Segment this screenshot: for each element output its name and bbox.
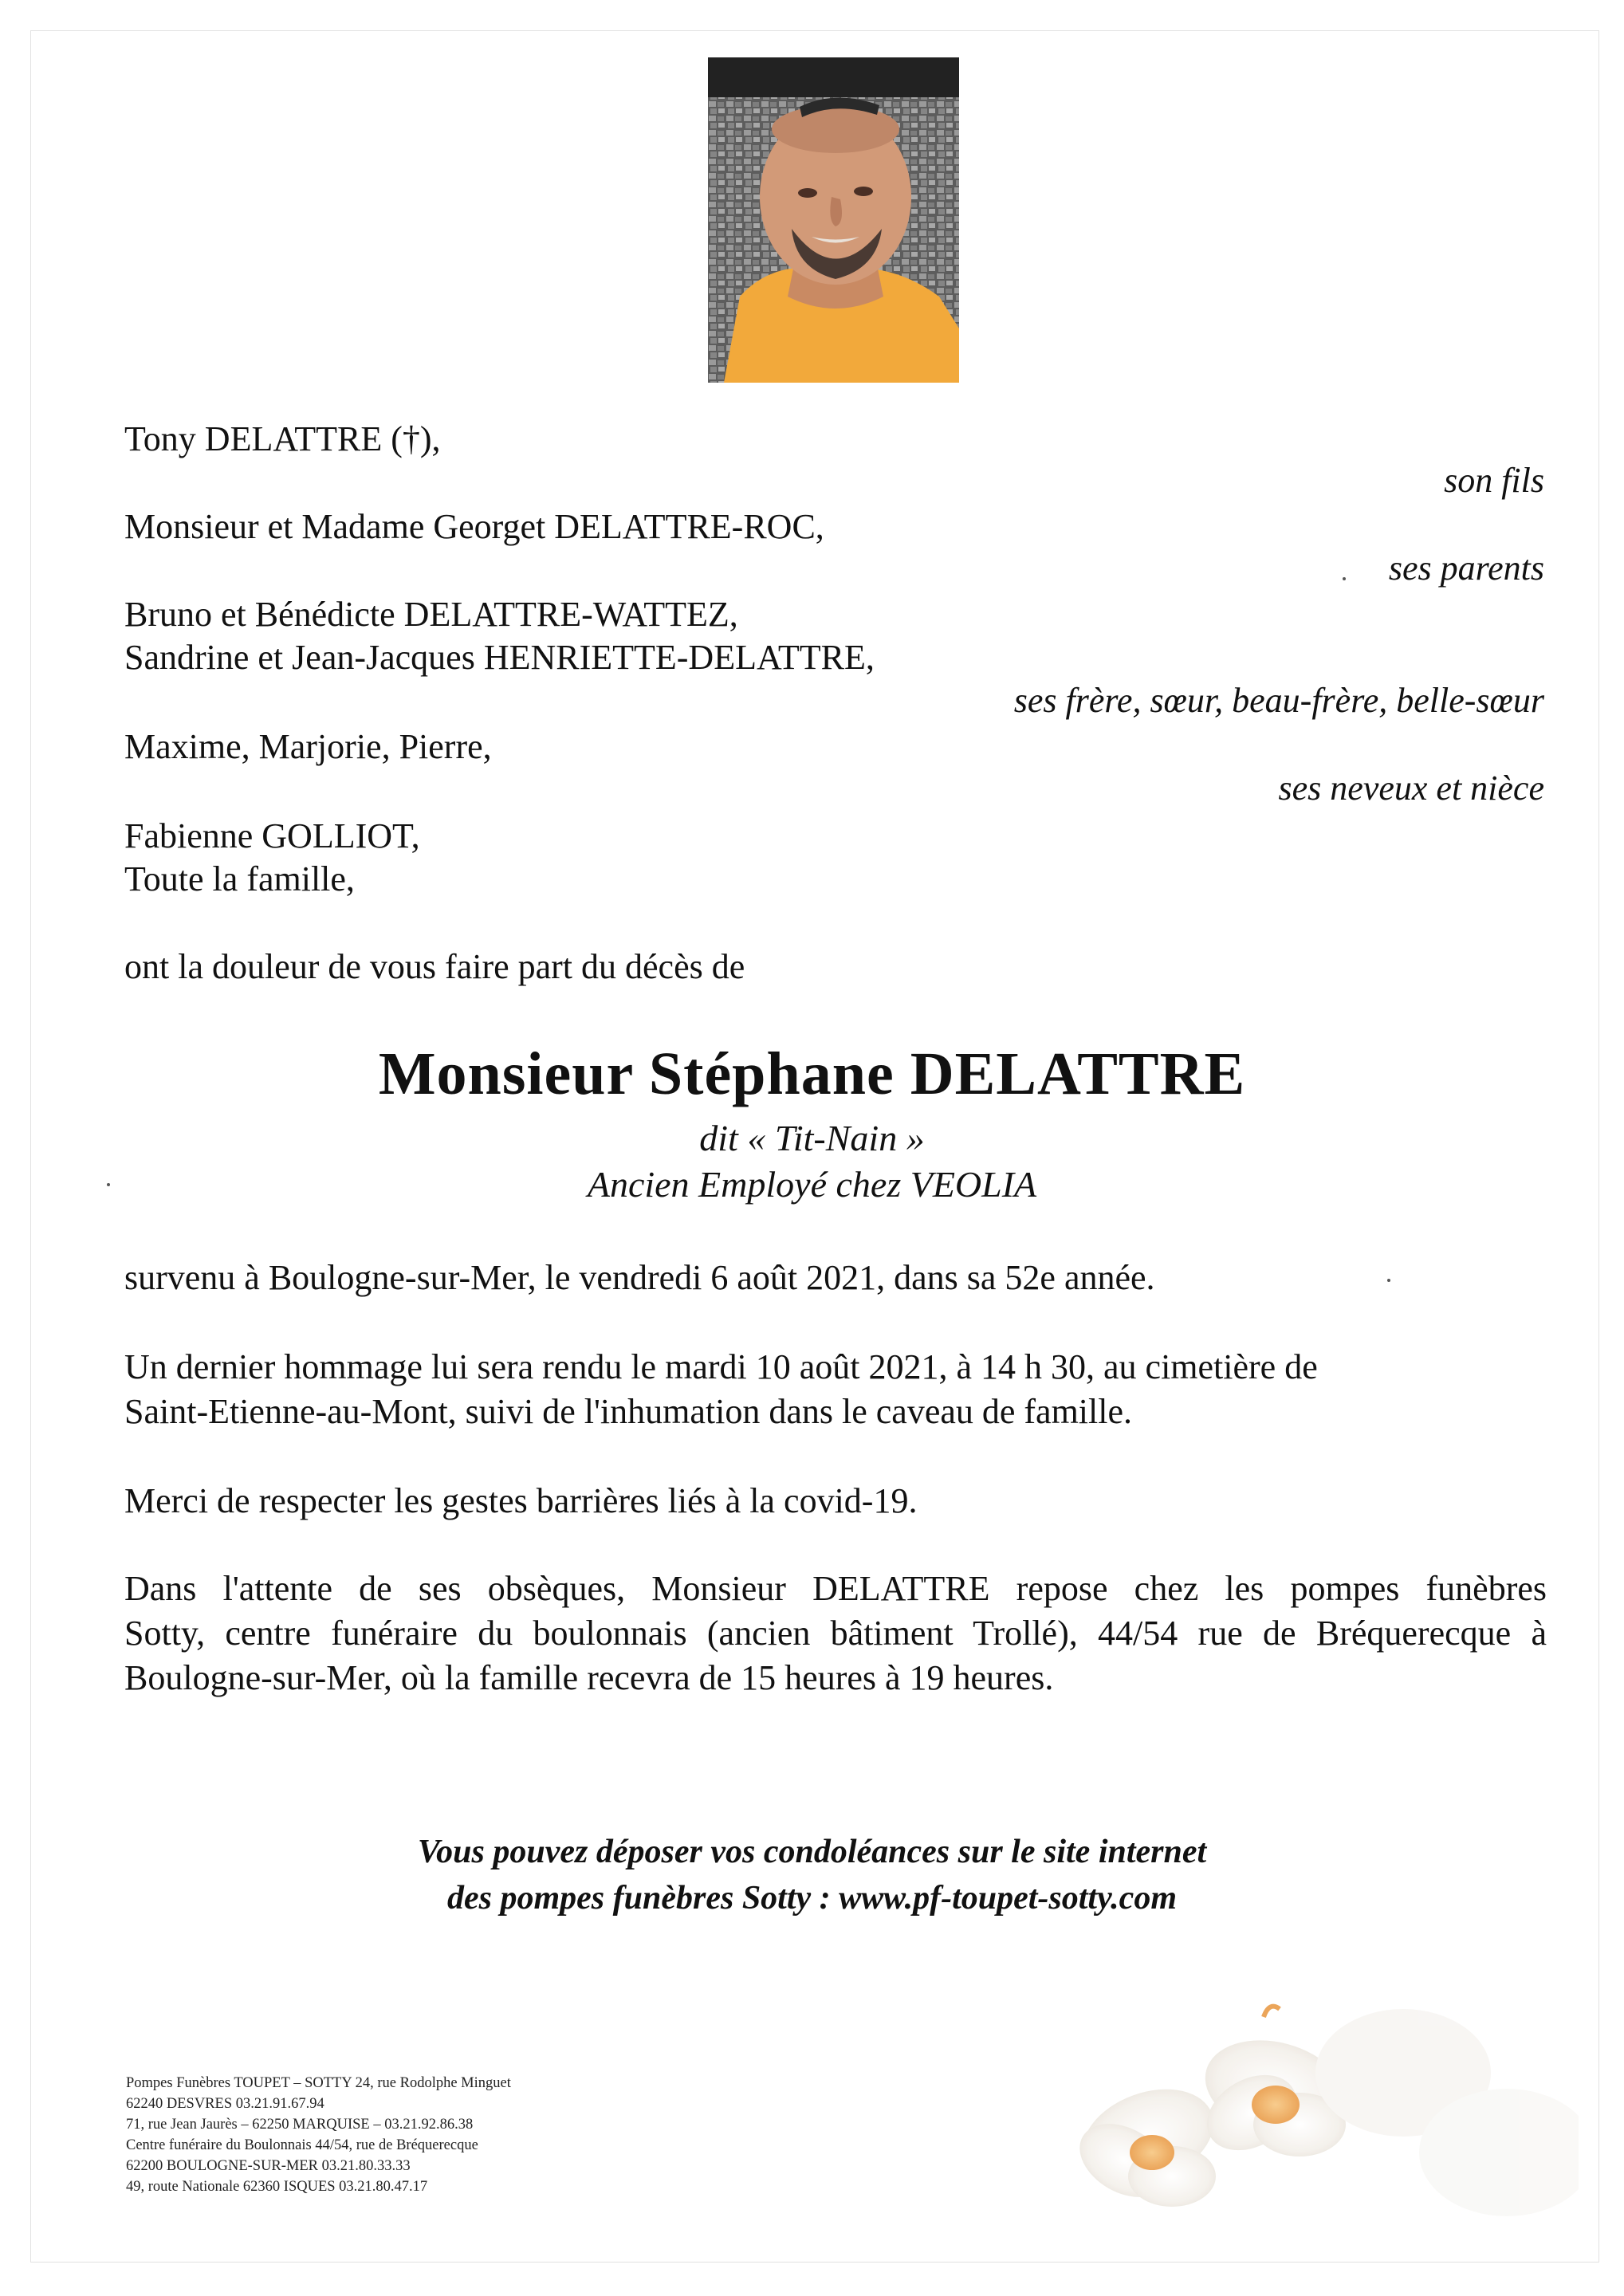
footer-line: 49, route Nationale 62360 ISQUES 03.21.80.47.17 xyxy=(126,2179,428,2195)
hommage-line-2: Saint-Etienne-au-Mont, suivi de l'inhumation dans le caveau de famille. xyxy=(124,1392,1133,1431)
role-parents: ses parents xyxy=(1388,548,1544,588)
scan-speck xyxy=(1343,577,1346,580)
deceased-name: Monsieur Stéphane DELATTRE xyxy=(378,1040,1246,1107)
covid-paragraph: Merci de respecter les gestes barrières liés à la covid-19. xyxy=(124,1481,918,1520)
family-line-partner: Fabienne GOLLIOT, xyxy=(124,816,420,855)
family-line-parents: Monsieur et Madame Georget DELATTRE-ROC, xyxy=(124,507,824,546)
role-son: son fils xyxy=(1444,461,1544,500)
footer-line: Centre funéraire du Boulonnais 44/54, rue de Bréquerecque xyxy=(126,2137,478,2153)
funeral-home-addresses xyxy=(126,2073,511,2197)
deceased-occupation: Ancien Employé chez VEOLIA xyxy=(587,1164,1037,1205)
role-nephews: ses neveux et nièce xyxy=(1278,769,1544,808)
role-siblings: ses frère, sœur, beau-frère, belle-sœur xyxy=(1013,681,1544,720)
family-line-siblings-2: Sandrine et Jean-Jacques HENRIETTE-DELATTRE, xyxy=(124,638,875,677)
condolences-line-1: Vous pouvez déposer vos condoléances sur le site internet xyxy=(417,1834,1207,1870)
family-line-son: Tony DELATTRE (†), xyxy=(124,419,441,458)
announce-text: ont la douleur de vous faire part du décès de xyxy=(124,947,745,986)
family-line-nephews: Maxime, Marjorie, Pierre, xyxy=(124,727,492,766)
repose-line-3: Boulogne-sur-Mer, où la famille recevra de 15 heures à 19 heures. xyxy=(124,1658,1054,1697)
footer-line: Pompes Funèbres TOUPET – SOTTY 24, rue Rodolphe Minguet xyxy=(126,2075,511,2091)
scan-speck xyxy=(1387,1279,1390,1282)
footer-line: 62200 BOULOGNE-SUR-MER 03.21.80.33.33 xyxy=(126,2158,411,2174)
orchid-flowers-decoration xyxy=(1060,1977,1579,2232)
repose-line-1: Dans l'attente de ses obsèques, Monsieur DELATTRE repose chez les pompes funèbres xyxy=(124,1569,1547,1608)
hommage-line-1: Un dernier hommage lui sera rendu le mardi 10 août 2021, à 14 h 30, au cimetière de xyxy=(124,1347,1318,1386)
death-paragraph: survenu à Boulogne-sur-Mer, le vendredi 6 août 2021, dans sa 52e année. xyxy=(124,1258,1155,1297)
footer-line: 71, rue Jean Jaurès – 62250 MARQUISE – 03.21.92.86.38 xyxy=(126,2117,474,2133)
deceased-nickname: dit « Tit-Nain » xyxy=(699,1118,925,1158)
repose-line-2: Sotty, centre funéraire du boulonnais (ancien bâtiment Trollé), 44/54 rue de Bréquerecque à xyxy=(124,1614,1547,1653)
family-line-all: Toute la famille, xyxy=(124,859,355,898)
portrait-photo xyxy=(708,57,959,383)
footer-line: 62240 DESVRES 03.21.91.67.94 xyxy=(126,2096,324,2112)
scan-speck xyxy=(107,1183,110,1186)
family-line-siblings-1: Bruno et Bénédicte DELATTRE-WATTEZ, xyxy=(124,595,738,634)
condolences-line-2: des pompes funèbres Sotty : www.pf-toupet-sotty.com xyxy=(447,1880,1177,1917)
